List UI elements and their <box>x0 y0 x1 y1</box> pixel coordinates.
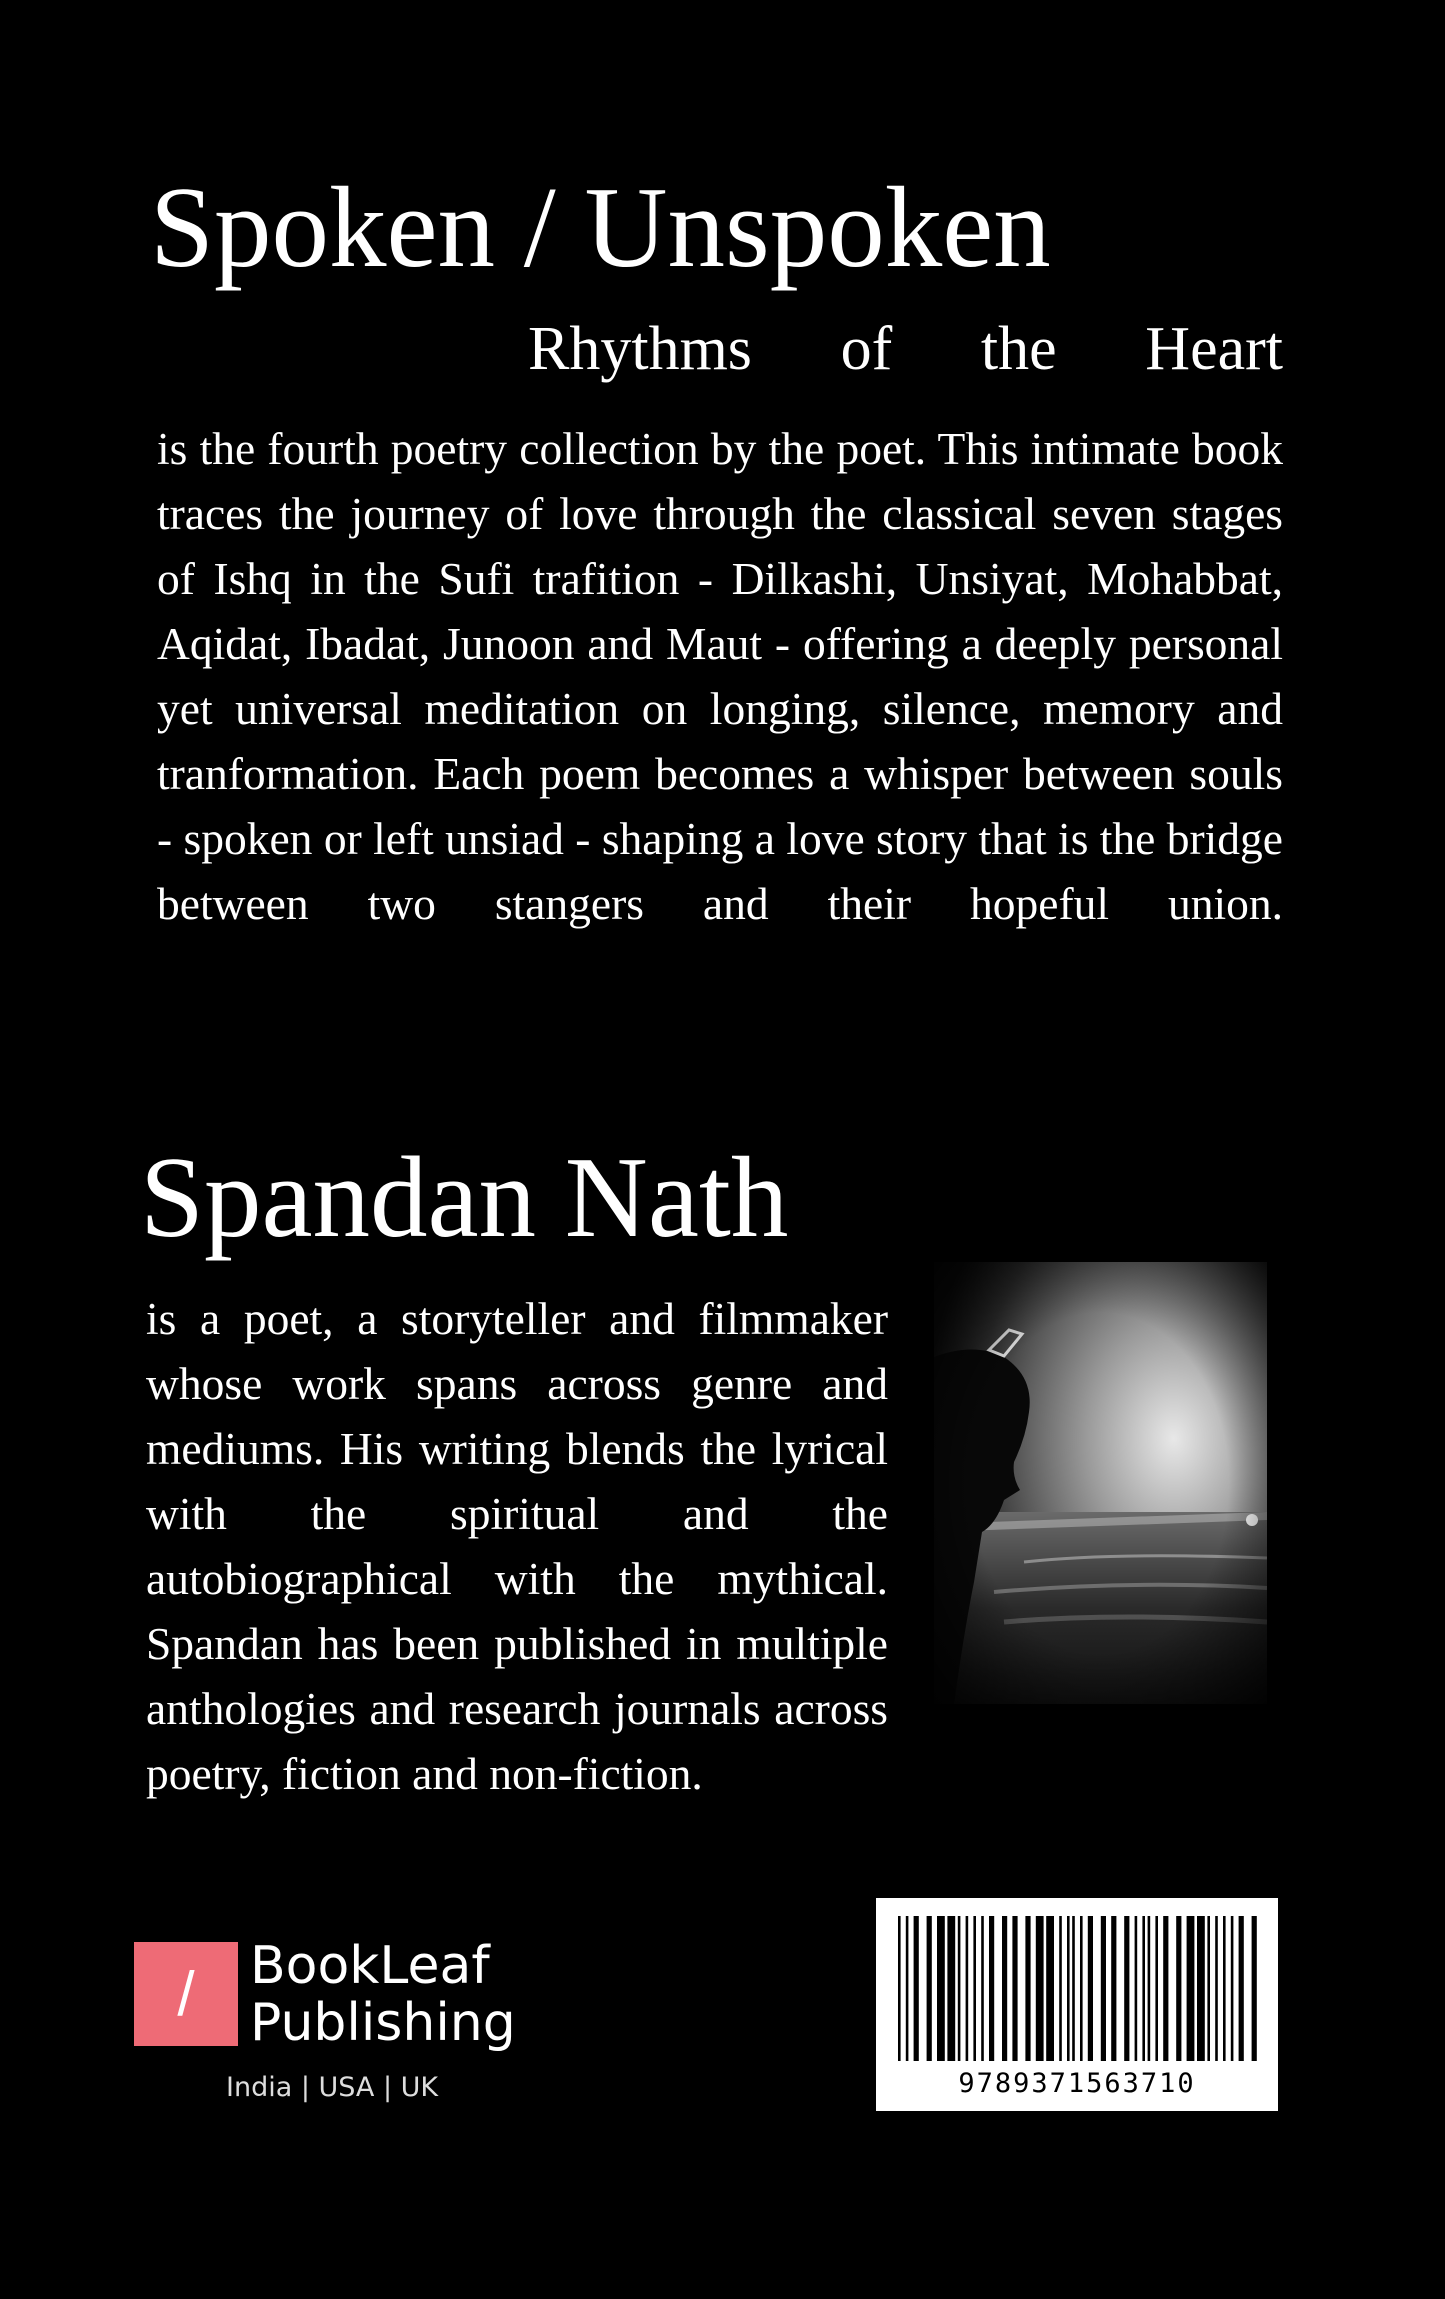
publisher-name <box>250 1938 516 2052</box>
author-bio: is a poet, a storyteller and filmmaker whose work spans across genre and mediums. His writing blends the lyrical with the spiritual and the autobiographical with the mythical. Spandan has been published in multiple anthologies and research journals across poetry, fiction and non-fiction. <box>146 1293 888 1799</box>
barcode-bar <box>1025 1916 1030 2061</box>
barcode-bar <box>1155 1916 1158 2061</box>
barcode-bar <box>1207 1916 1210 2061</box>
barcode-bar <box>906 1916 909 2061</box>
publisher-logo <box>134 1936 516 2053</box>
barcode-bar <box>973 1916 976 2061</box>
barcode-bar <box>1012 1916 1017 2061</box>
barcode-bar <box>1124 1916 1129 2061</box>
barcode-bar <box>914 1916 919 2061</box>
publisher-name-line2: Publishing <box>250 1993 516 2053</box>
barcode-bar <box>1046 1916 1054 2061</box>
barcode-bar <box>1239 1916 1244 2061</box>
barcode-bars <box>876 1898 1278 2068</box>
barcode-bar <box>1135 1916 1138 2061</box>
barcode-bar <box>898 1916 901 2061</box>
publisher-mark-icon: / <box>134 1942 238 2046</box>
barcode-bar <box>966 1916 969 2061</box>
barcode-bar <box>1197 1916 1205 2061</box>
barcode-bar <box>1187 1916 1195 2061</box>
barcode-bar <box>1101 1916 1106 2061</box>
publisher-name-line1: BookLeaf <box>250 1936 490 1996</box>
book-title: Spoken / Unspoken <box>150 164 1051 291</box>
barcode-bar <box>1142 1916 1145 2061</box>
barcode-bar <box>1072 1916 1075 2061</box>
barcode-bar <box>937 1916 945 2061</box>
barcode-bar <box>981 1916 984 2061</box>
barcode-bar <box>958 1916 961 2061</box>
barcode-bar <box>1036 1916 1044 2061</box>
barcode-bar <box>1231 1916 1234 2061</box>
barcode-bar <box>1067 1916 1070 2061</box>
barcode-bar <box>1163 1916 1168 2061</box>
barcode-bar <box>1223 1916 1226 2061</box>
isbn-barcode <box>876 1898 1278 2111</box>
isbn-number: 9789371563710 <box>958 2068 1196 2099</box>
barcode-bar <box>1002 1916 1007 2061</box>
book-blurb: is the fourth poetry collection by the poet. This intimate book traces the journey of love through the classical seven stages of Ishq in the Sufi trafition - Dilkashi, Unsiyat, Mohabbat, Aqidat, Ibadat, Junoon and Maut - offering a deeply personal yet universal meditation on longing, silence, memory and tranformation. Each poem becomes a whisper between souls - spoken or left unsiad - shaping a love story that is the bridge between two stangers and their hopeful union. <box>157 423 1283 929</box>
barcode-bar <box>1215 1916 1218 2061</box>
author-photo <box>934 1262 1267 1704</box>
barcode-bar <box>989 1916 994 2061</box>
barcode-bar <box>1148 1916 1151 2061</box>
barcode-bar <box>1176 1916 1181 2061</box>
barcode-bar <box>1111 1916 1116 2061</box>
barcode-bar <box>1088 1916 1093 2061</box>
barcode-bar <box>927 1916 932 2061</box>
book-subtitle: Rhythms of the Heart <box>528 315 1283 383</box>
barcode-bar <box>1252 1916 1257 2061</box>
barcode-bar <box>1080 1916 1083 2061</box>
author-name: Spandan Nath <box>140 1134 789 1261</box>
publisher-regions: India | USA | UK <box>226 2072 439 2103</box>
barcode-bar <box>947 1916 955 2061</box>
barcode-bar <box>1059 1916 1062 2061</box>
